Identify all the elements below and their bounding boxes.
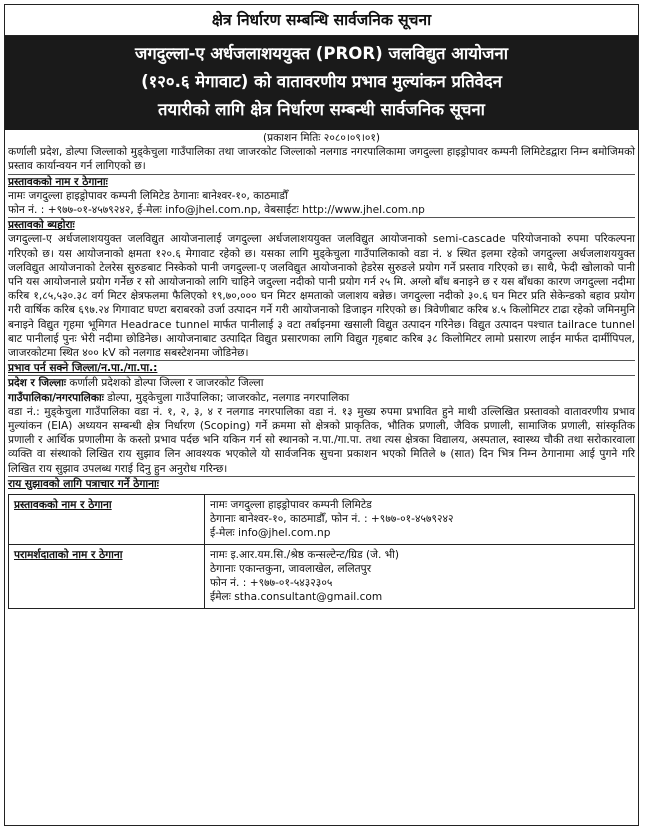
- proposer-heading: प्रस्तावकको नाम र ठेगानाः: [8, 175, 108, 188]
- proposer-detail-name: नामः जगदुल्ला हाइड्रोपावर कम्पनी लिमिटेड: [210, 499, 372, 512]
- municipality-value: डोल्पा, मुड्केचुला गाउँपालिका; जाजरकोट, नलगाड नगरपालिका: [107, 391, 350, 404]
- table-row: [9, 495, 635, 545]
- consultant-detail-phone: फोन नं. : +९७७-०१-५४३२३०५: [210, 577, 333, 590]
- consultant-label-cell: परामर्शदाताको नाम र ठेगाना: [9, 544, 205, 608]
- consultant-detail-address: ठेगानाः एकान्तकुना, जावलाखेल, ललितपुर: [210, 562, 372, 575]
- consultant-details-cell: [205, 544, 635, 608]
- proposer-detail-email: ई-मेलः info@jhel.com.np: [210, 527, 331, 540]
- intro-paragraph: कर्णाली प्रदेश, डोल्पा जिल्लाको मुड्केचुला गाउँपालिका तथा जाजरकोट जिल्लाको नलगाड नगरपालिकामा जगदुल्ला हाइड्रोपावर कम्पनी लिमिटेडद्वारा निम्न बमोजिमको प्रस्ताव कार्यान्वयन गर्न लागिएको छ।: [8, 146, 635, 173]
- province-label: प्रदेश र जिल्लाः: [8, 377, 67, 390]
- proposer-contact-line: फोन नं. : +९७७-०१-४५७९२४२, ई-मेलः info@jhel.com.np, वेबसाईटः http://www.jhel.com.np: [8, 204, 425, 217]
- notice-body: [5, 130, 638, 609]
- table-row: [9, 544, 635, 608]
- proposer-name-line: नामः जगदुल्ला हाइड्रोपावर कम्पनी लिमिटेड ठेगानाः बानेश्वर-१०, काठमाडौँ: [8, 189, 288, 202]
- consultant-detail-email: ईमेलः stha.consultant@gmail.com: [210, 591, 383, 604]
- notice-page: [4, 4, 639, 826]
- proposer-label-cell: प्रस्तावकको नाम र ठेगाना: [9, 495, 205, 545]
- banner-line-1: जगदुल्ला-ए अर्धजलाशययुक्त (PROR) जलविद्युत आयोजना: [135, 44, 508, 63]
- province-line: [8, 376, 635, 390]
- banner-line-3: तयारीको लागि क्षेत्र निर्धारण सम्बन्धी सार्वजनिक सूचना: [158, 100, 485, 119]
- description-paragraph: जगदुल्ला-ए अर्धजलाशययुक्त जलविद्युत आयोजनालाई जगदुल्ला अर्धजलाशययुक्त जलविद्युत आयोजनाको semi-cascade परियोजनाको रुपमा परिकल्पना गरिएको छ। यस आयोजनाको क्षमता १२०.६ मेगावाट रहेको छ। यसका लागि मुड्केचुला गाउँपालिकाको वडा नं. ४ स्थित इलमा रहेको जगदुल्ला अर्धजलाशययुक्त जलविद्युत आयोजनाको टेलरेस सुरुङबाट निस्केको पानी जगदुल्ला-ए जलविद्युत आयोजनाको हेडरेस सुरुङले प्रयोग गर्ने प्रस्ताव गरिएको छ। साथै, फेदी खोलाको पानी पनि यस आयोजनाले प्रयोग गर्नेछ र सो आयोजनाको लागि चाहिने जदुल्ला नदीको पानी प्रयोग गर्न २५ मि. अग्लो बाँध बनाइने छ र यस बाँधका कारण जगदुल्ला नदीमा करिब १,८५,५३०.३८ वर्ग मिटर क्षेत्रफलमा फैलिएको १९,७०,००० घन मिटर क्षमताको जलाशय बन्नेछ। जगदुल्ला नदीको ३०.६ घन मिटर प्रति सेकेन्डको बहाव प्रयोग गरी वार्षिक करिब ६९७.२४ गिगावाट घण्टा बराबरको उर्जा उत्पादन गर्ने गरी आयोजनाको डिजाइन गरिएको छ। त्रिवेणीबाट करिब ४.५ किलोमिटर टाढा रहेको जमिनमुनि बनाइने विद्युत गृहमा भूमिगत Headrace tunnel मार्फत पानीलाई ३ वटा तर्बाइनमा खसाली विद्युत उत्पादन गरिनेछ। विद्युत उत्पादन पश्चात tailrace tunnel बाट पानीलाई पुनः भेरी नदीमा छोडिनेछ। आयोजनाबाट उत्पादित विद्युत प्रसारणका लागि विद्युत गृहबाट करिब ३८ किलोमिटर लामो प्रसारण लाईन मार्फत दार्मीपिपल, जाजरकोटमा स्थित ४०० kV को नलगाड सबस्टेशनमा जोडिनेछ।: [8, 233, 635, 360]
- proposer-details-cell: [205, 495, 635, 545]
- banner-line-2: (१२०.६ मेगावाट) को वातावरणीय प्रभाव मुल्यांकन प्रतिवेदन: [141, 72, 502, 91]
- affected-area-heading: प्रभाव पर्न सक्ने जिल्ला/न.पा./गा.पा.:: [8, 362, 158, 375]
- project-banner: [5, 36, 638, 130]
- proposer-detail-address: ठेगानाः बानेश्वर-१०, काठमाडौँ, फोन नं. : +९७७-०१-४५७९२४२: [210, 513, 454, 526]
- province-value: कर्णाली प्रदेशको डोल्पा जिल्ला र जाजरकोट जिल्ला: [69, 377, 264, 390]
- publication-date: (प्रकाशन मितिः २०८०।०९।०१): [262, 132, 381, 144]
- description-heading: प्रस्तावको ब्यहोराः: [8, 219, 75, 232]
- notice-title: क्षेत्र निर्धारण सम्बन्धि सार्वजनिक सूचना: [5, 5, 638, 36]
- municipality-line: [8, 391, 635, 405]
- correspondence-heading: राय सुझावको लागि पत्राचार गर्ने ठेगानाः: [8, 477, 159, 490]
- municipality-label: गाउँपालिका/नगरपालिकाः: [8, 391, 104, 404]
- consultant-detail-name: नामः इ.आर.यम.सि./श्रेष्ठ कन्सल्टेन्ट/ग्रिड (जे. भी): [210, 548, 400, 561]
- affected-paragraph: वडा नं.: मुड्केचुला गाउँपालिका वडा नं. १, २, ३, ४ र नलगाड नगरपालिका वडा नं. १३ मुख्य रुपमा प्रभावित हुने माथी उल्लिखित प्रस्तावको वातावरणीय प्रभाव मुल्यांकन (EIA) अध्ययन सम्बन्धी क्षेत्र निर्धारण (Scoping) गर्ने क्रममा सो क्षेत्रको प्राकृतिक, भौतिक प्रणाली, जैविक प्रणाली, सामाजिक प्रणाली, सांस्कृतिक प्रणाली र आर्थिक प्रणालीमा के कस्तो प्रभाव पर्दछ भनि यकिन गर्न सो स्थानको न.पा./गा.पा. तथा त्यस क्षेत्रका विद्यालय, अस्पताल, स्वास्थ्य चौकी तथा सरोकारवाला व्यक्ति वा संस्थाको लिखित राय सुझाव लिन आवश्यक भएकोले यो सार्वजनिक सुचना प्रकाशन भएको मितिले ७ (सात) दिन भित्र निम्न ठेगानामा आई पुगने गरि लिखित राय सुझाव उपलब्ध गराई दिनु हुन अनुरोध गरिन्छ।: [8, 405, 635, 475]
- correspondence-table: [8, 494, 635, 608]
